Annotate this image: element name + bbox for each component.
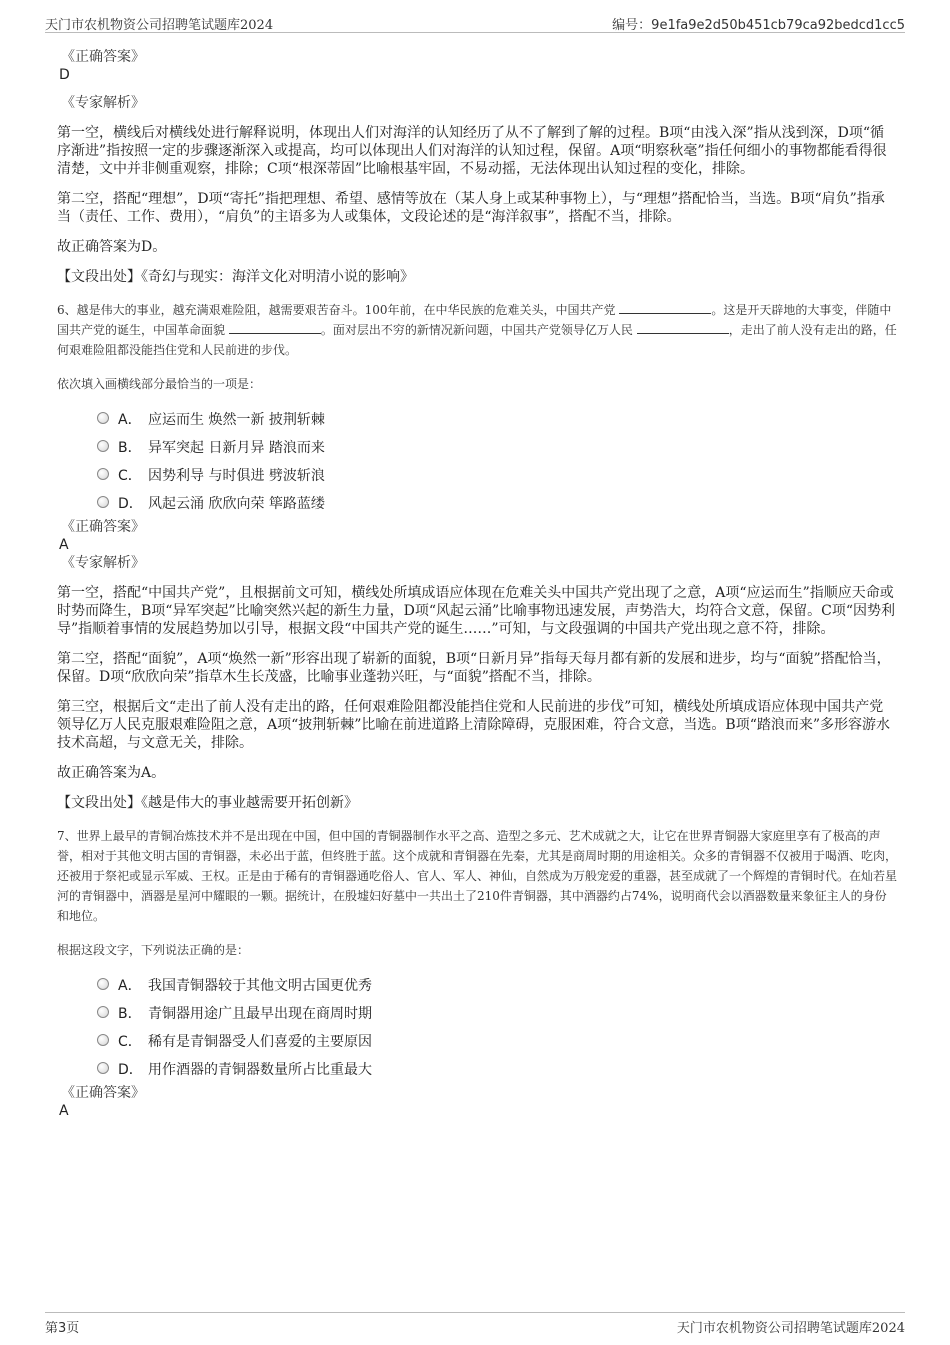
answer-value: D [59,67,70,83]
footer-title: 天门市农机物资公司招聘笔试题库2024 [676,1321,905,1336]
question-prompt: 依次填入画横线部分最恰当的一项是： [57,377,262,391]
option-a[interactable]: A． 应运而生 焕然一新 披荆斩棘 [97,406,897,434]
radio-icon[interactable] [97,412,109,424]
option-b[interactable]: B． 异军突起 日新月异 踏浪而来 [97,434,897,462]
page-content [57,48,897,1120]
answer-label: 《正确答案》 [61,519,145,535]
header-title: 天门市农机物资公司招聘笔试题库2024 [45,18,274,33]
radio-icon[interactable] [97,440,109,452]
analysis-conclusion: 故正确答案为A。 [57,765,166,781]
radio-icon[interactable] [97,1034,109,1046]
answer-value: A [59,537,69,553]
radio-icon[interactable] [97,978,109,990]
page-header [45,12,905,33]
analysis-paragraph: 第二空，搭配“理想”，D项“寄托”指把理想、希望、感情等放在（某人身上或某种事物上），与“理想”搭配恰当，当选。B项“肩负”指承当（责任、工作、费用），“肩负”的主语多为人或集体，文段论述的是“海洋叙事”，搭配不当，排除。 [57,191,885,225]
header-serial: 编号：9e1fa9e2d50b451cb79ca92bedcd1cc5 [612,18,905,33]
question-prompt: 根据这段文字，下列说法正确的是： [57,943,250,957]
page-number: 第3页 [45,1321,80,1336]
radio-icon[interactable] [97,468,109,480]
answer-label: 《正确答案》 [61,49,145,65]
option-list [97,406,897,518]
radio-icon[interactable] [97,1062,109,1074]
analysis-label: 《专家解析》 [61,95,145,111]
fill-blank [229,321,321,334]
analysis-paragraph: 第三空，根据后文“走出了前人没有走出的路，任何艰难险阻都没能挡住党和人民前进的步伐”可知，横线处所填成语应体现中国共产党领导亿万人民克服艰难险阻之意，A项“披荆斩棘”比喻在前进道路上清除障碍，克服困难，符合文意，当选。B项“踏浪而来”多形容游水技术高超，与文意无关，排除。 [57,699,891,751]
fill-blank [637,321,729,334]
analysis-conclusion: 故正确答案为D。 [57,239,167,255]
option-d[interactable]: D． 风起云涌 欣欣向荣 筚路蓝缕 [97,490,897,518]
question-stem: 7、世界上最早的青铜冶炼技术并不是出现在中国，但中国的青铜器制作水平之高、造型之多元、艺术成就之大，让它在世界青铜器大家庭里享有了极高的声誉，相对于其他文明古国的青铜器，未必出于蓝，但终胜于蓝。这个成就和青铜器在先秦，尤其是商周时期的用途相关。众多的青铜器不仅被用于喝酒、吃肉，还被用于祭祀或显示军威、王权。正是由于稀有的青铜器通吃俗人、官人、军人、神仙，自然成为万般宠爱的重器，甚至成就了一个辉煌的青铜时代。在灿若星河的青铜器中，酒器是星河中耀眼的一颗。据统计，在殷墟妇好墓中一共出土了210件青铜器，其中酒器约占74%，说明商代会以酒器数量来象征主人的身份和地位。 [57,829,898,923]
radio-icon[interactable] [97,496,109,508]
answer-value: A [59,1103,69,1119]
option-b[interactable]: B． 青铜器用途广且最早出现在商周时期 [97,1000,897,1028]
option-a[interactable]: A． 我国青铜器较于其他文明古国更优秀 [97,972,897,1000]
page-footer [45,1312,905,1335]
analysis-paragraph: 第一空，搭配“中国共产党”，且根据前文可知，横线处所填成语应体现在危难关头中国共产党出现了之意，A项“应运而生”指顺应天命或时势而降生，B项“异军突起”比喻突然兴起的新生力量，D项“风起云涌”比喻事物迅速发展，声势浩大，均符合文意，保留。C项“因势利导”指顺着事情的发展趋势加以引导，根据文段“中国共产党的诞生……”可知，与文段强调的中国共产党出现之意不符，排除。 [57,585,896,637]
option-d[interactable]: D． 用作酒器的青铜器数量所占比重最大 [97,1056,897,1084]
option-c[interactable]: C． 稀有是青铜器受人们喜爱的主要原因 [97,1028,897,1056]
analysis-paragraph: 第二空，搭配“面貌”，A项“焕然一新”形容出现了崭新的面貌，B项“日新月异”指每天每月都有新的发展和进步，均与“面貌”搭配恰当，保留。D项“欣欣向荣”指草木生长茂盛，比喻事业蓬勃兴旺，与“面貌”搭配不当，排除。 [57,651,891,685]
source-citation: 【文段出处】《奇幻与现实：海洋文化对明清小说的影响》 [57,269,414,285]
question-stem: 6、越是伟大的事业，越充满艰难险阻，越需要艰苦奋斗。100年前，在中华民族的危难关头，中国共产党 。这是开天辟地的大事变，伴随中国共产党的诞生，中国革命面貌 。面对层出不穷的新情况新问题，中国共产党领导亿万人民 ，走出了前人没有走出的路，任何艰难险阻都没能挡住党和人民前进的步伐。 [57,303,897,357]
source-citation: 【文段出处】《越是伟大的事业越需要开拓创新》 [57,795,358,811]
analysis-paragraph: 第一空，横线后对横线处进行解释说明，体现出人们对海洋的认知经历了从不了解到了解的过程。B项“由浅入深”指从浅到深，D项“循序渐进”指按照一定的步骤逐渐深入或提高，均可以体现出人们对海洋的认知过程，保留。A项“明察秋毫”指任何细小的事物都能看得很清楚，文中并非侧重观察，排除；C项“根深蒂固”比喻根基牢固，不易动摇，无法体现出认知过程的变化，排除。 [57,125,887,177]
option-list [97,972,897,1084]
answer-label: 《正确答案》 [61,1085,145,1101]
radio-icon[interactable] [97,1006,109,1018]
analysis-label: 《专家解析》 [61,555,145,571]
option-c[interactable]: C． 因势利导 与时俱进 劈波斩浪 [97,462,897,490]
fill-blank [619,301,711,314]
